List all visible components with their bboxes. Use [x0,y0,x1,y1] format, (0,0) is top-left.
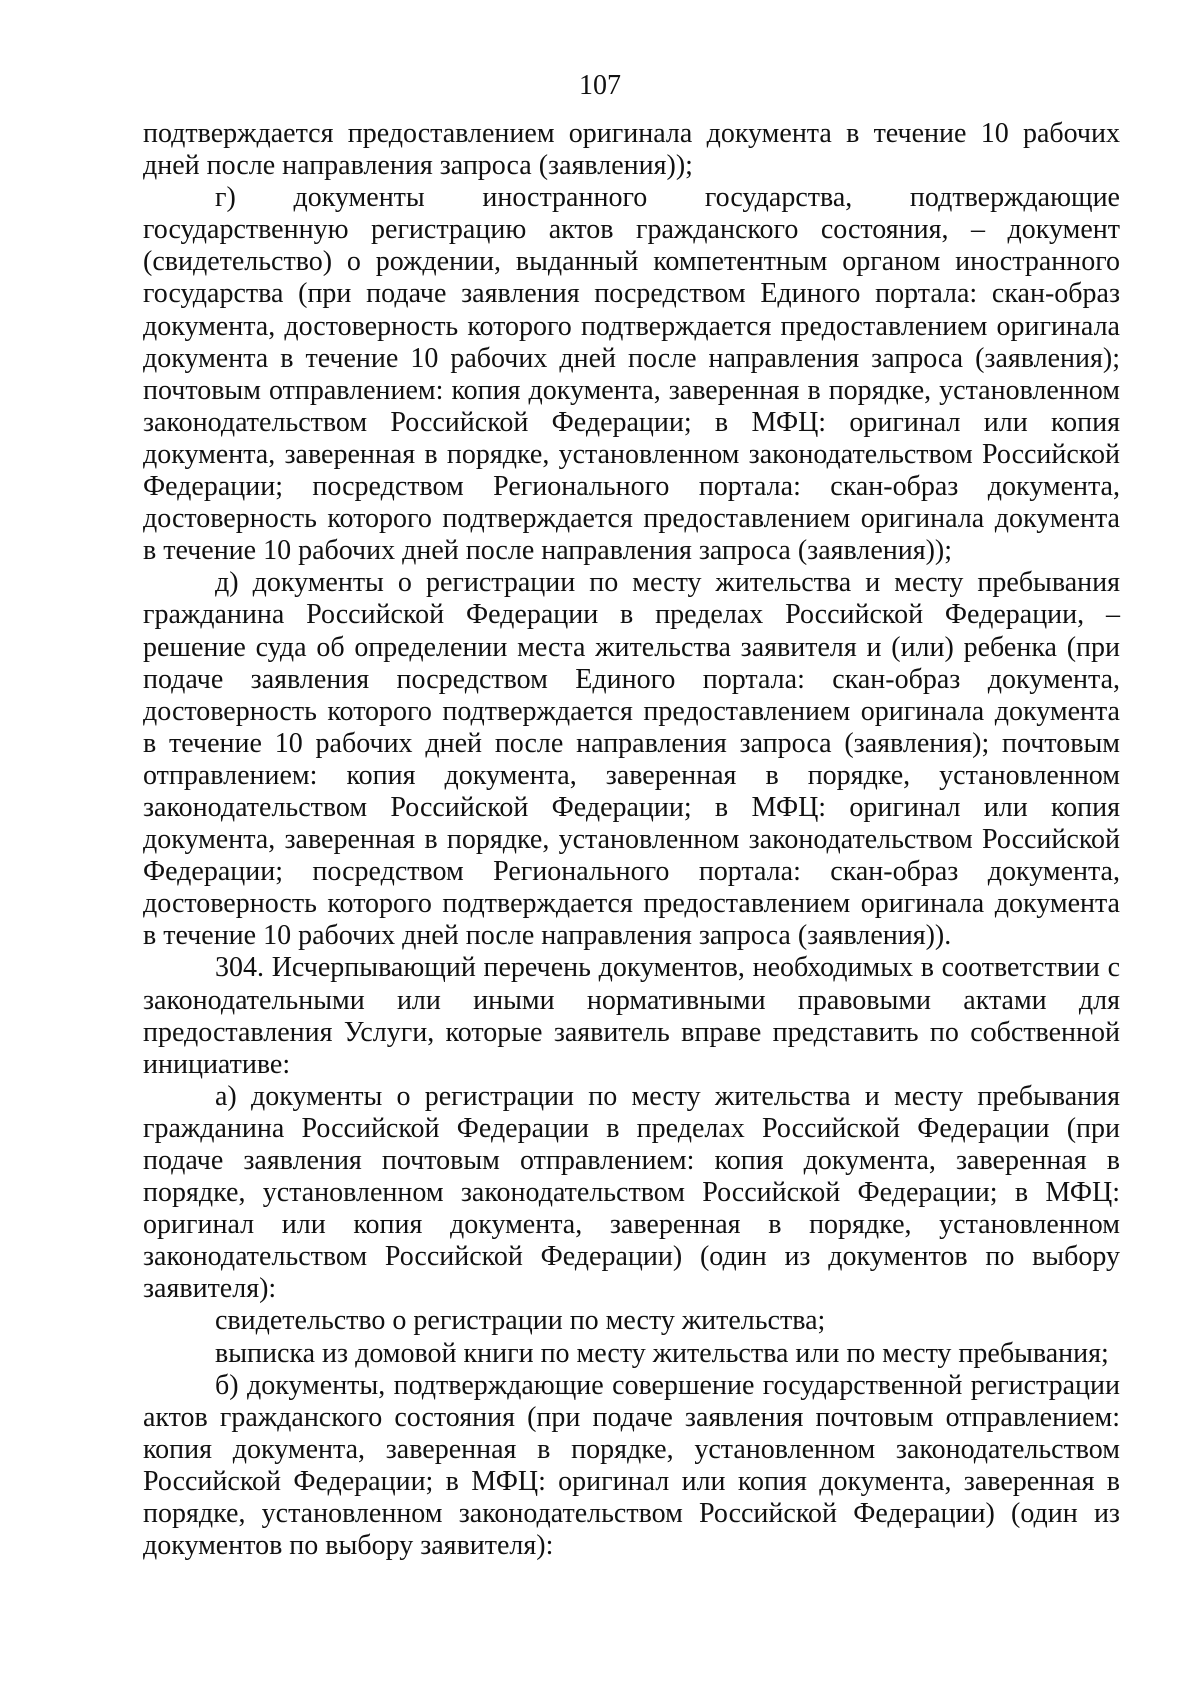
document-body [143,118,1120,1562]
paragraph-item-a: а) документы о регистрации по месту жительства и месту пребывания гражданина Российской Федерации в пределах Российской Федерации (при подаче заявления почтовым отправлением: копия документа, заверенная в порядке, установленном законодательством Российской Федерации; в МФЦ: оригинал или копия документа, заверенная в порядке, установленном законодательством Российской Федерации) (один из документов по выбору заявителя): [143,1080,1120,1305]
paragraph-item-d: д) документы о регистрации по месту жительства и месту пребывания гражданина Российской Федерации в пределах Российской Федерации, – решение суда об определении места жительства заявителя и (или) ребенка (при подаче заявления посредством Единого портала: скан-образ документа, достоверность которого подтверждается предоставлением оригинала документа в течение 10 рабочих дней после направления запроса (заявления); почтовым отправлением: копия документа, заверенная в порядке, установленном законодательством Российской Федерации; в МФЦ: оригинал или копия документа, заверенная в порядке, установленном законодательством Российской Федерации; посредством Регионального портала: скан-образ документа, достоверность которого подтверждается предоставлением оригинала документа в течение 10 рабочих дней после направления запроса (заявления)). [143,567,1120,952]
paragraph-list-entry: выписка из домовой книги по месту жительства или по месту пребывания; [215,1337,1109,1369]
paragraph-item-b: б) документы, подтверждающие совершение государственной регистрации актов гражданского состояния (при подаче заявления почтовым отправлением: копия документа, заверенная в порядке, установленном законодательством Российской Федерации; в МФЦ: оригинал или копия документа, заверенная в порядке, установленном законодательством Российской Федерации) (один из документов по выбору заявителя): [143,1369,1120,1562]
paragraph-list-entry: свидетельство о регистрации по месту жительства; [215,1305,826,1337]
paragraph-continuation: подтверждается предоставлением оригинала документа в течение 10 рабочих дней после направления запроса (заявления)); [143,118,1120,182]
paragraph-item-g: г) документы иностранного государства, подтверждающие государственную регистрацию актов гражданского состояния, – документ (свидетельство) о рождении, выданный компетентным органом иностранного государства (при подаче заявления посредством Единого портала: скан-образ документа, достоверность которого подтверждается предоставлением оригинала документа в течение 10 рабочих дней после направления запроса (заявления); почтовым отправлением: копия документа, заверенная в порядке, установленном законодательством Российской Федерации; в МФЦ: оригинал или копия документа, заверенная в порядке, установленном законодательством Российской Федерации; посредством Регионального портала: скан-образ документа, достоверность которого подтверждается предоставлением оригинала документа в течение 10 рабочих дней после направления запроса (заявления)); [143,182,1120,567]
paragraph-304: 304. Исчерпывающий перечень документов, необходимых в соответствии с законодательными или иными нормативными правовыми актами для предоставления Услуги, которые заявитель вправе представить по собственной инициативе: [143,952,1120,1080]
page-number: 107 [579,70,621,101]
